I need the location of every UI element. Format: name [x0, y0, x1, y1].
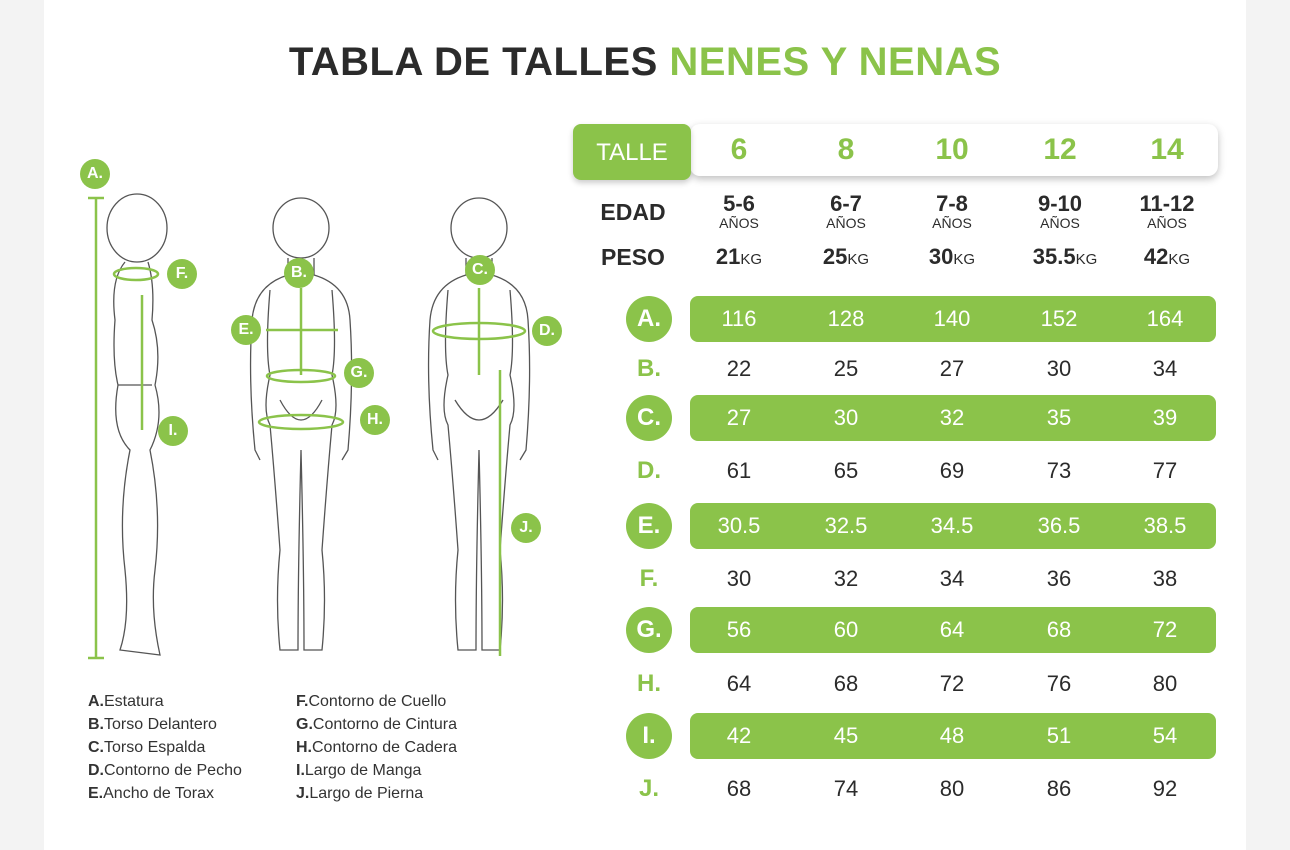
cell-i-14: 54	[1152, 723, 1178, 748]
age-col-5: 11-12 AÑOS	[1139, 191, 1195, 231]
cell-j-6: 68	[726, 776, 752, 801]
cell-a-8: 128	[827, 306, 865, 331]
cell-f-12: 36	[1046, 566, 1072, 591]
figure-mark-h: H.	[360, 405, 390, 435]
cell-a-12: 152	[1040, 306, 1078, 331]
row-label-a: A.	[626, 296, 672, 342]
cell-a-14: 164	[1146, 306, 1184, 331]
cell-c-12: 35	[1046, 405, 1072, 430]
cell-d-8: 65	[833, 458, 859, 483]
row-label-g: G.	[626, 607, 672, 653]
age-col-3: 7-8 AÑOS	[932, 191, 972, 231]
age-col-2: 6-7 AÑOS	[826, 191, 866, 231]
cell-h-8: 68	[833, 671, 859, 696]
cell-c-10: 32	[939, 405, 965, 430]
legend-item: J.Largo de Pierna	[296, 785, 424, 802]
row-label-c: C.	[626, 395, 672, 441]
row-label-j: J.	[638, 775, 659, 802]
figure-mark-i: I.	[158, 416, 188, 446]
cell-g-14: 72	[1152, 617, 1178, 642]
cell-g-12: 68	[1046, 617, 1072, 642]
cell-h-10: 72	[939, 671, 965, 696]
cell-e-12: 36.5	[1037, 513, 1081, 538]
cell-b-12: 30	[1046, 356, 1072, 381]
cell-b-6: 22	[726, 356, 752, 381]
age-col-1: 5-6 AÑOS	[719, 191, 759, 231]
row-label-d: D.	[637, 457, 661, 484]
figure-mark-a: A.	[80, 159, 110, 189]
figure-mark-b: B.	[284, 258, 314, 288]
cell-c-8: 30	[833, 405, 859, 430]
cell-f-8: 32	[833, 566, 859, 591]
cell-f-6: 30	[726, 566, 752, 591]
cell-h-12: 76	[1046, 671, 1072, 696]
row-label-e: E.	[626, 503, 672, 549]
cell-i-8: 45	[833, 723, 859, 748]
legend-item: D.Contorno de Pecho	[88, 762, 242, 779]
figure-mark-d: D.	[532, 316, 562, 346]
size-8: 8	[837, 133, 855, 166]
legend-item: H.Contorno de Cadera	[296, 739, 457, 756]
cell-b-10: 27	[939, 356, 965, 381]
cell-e-14: 38.5	[1143, 513, 1187, 538]
size-6: 6	[730, 133, 748, 166]
figure-mark-e: E.	[231, 315, 261, 345]
size-14: 14	[1150, 133, 1184, 166]
figure-mark-j: J.	[511, 513, 541, 543]
cell-i-12: 51	[1046, 723, 1072, 748]
cell-e-8: 32.5	[824, 513, 868, 538]
talle-label: TALLE	[573, 124, 691, 180]
legend-item: E.Ancho de Torax	[88, 785, 215, 802]
legend-item: G.Contorno de Cintura	[296, 716, 457, 733]
cell-d-12: 73	[1046, 458, 1072, 483]
size-10: 10	[935, 133, 969, 166]
legend-item: I.Largo de Manga	[296, 762, 422, 779]
cell-b-14: 34	[1152, 356, 1178, 381]
weight-col-2: 25KG	[822, 244, 870, 269]
cell-b-8: 25	[833, 356, 859, 381]
cell-d-6: 61	[726, 458, 752, 483]
weight-col-3: 30KG	[928, 244, 976, 269]
weight-col-5: 42KG	[1143, 244, 1191, 269]
legend-item: A.Estatura	[88, 693, 164, 710]
cell-a-6: 116	[721, 306, 757, 331]
cell-g-10: 64	[939, 617, 965, 642]
legend-item: F.Contorno de Cuello	[296, 693, 447, 710]
cell-e-10: 34.5	[930, 513, 974, 538]
weight-col-4: 35.5KG	[1032, 244, 1098, 269]
row-label-h: H.	[637, 670, 661, 697]
figure-mark-c: C.	[465, 255, 495, 285]
page-title	[0, 40, 1290, 85]
cell-g-6: 56	[726, 617, 752, 642]
size-12: 12	[1043, 133, 1077, 166]
cell-c-6: 27	[726, 405, 752, 430]
cell-e-6: 30.5	[717, 513, 761, 538]
row-label-i: I.	[626, 713, 672, 759]
cell-f-10: 34	[939, 566, 965, 591]
cell-j-14: 92	[1152, 776, 1178, 801]
cell-h-14: 80	[1152, 671, 1178, 696]
cell-i-10: 48	[939, 723, 965, 748]
legend-item: B.Torso Delantero	[88, 716, 217, 733]
cell-a-10: 140	[933, 306, 971, 331]
title-part-2: NENES Y NENAS	[669, 40, 1002, 84]
age-col-4: 9-10 AÑOS	[1037, 191, 1083, 231]
cell-i-6: 42	[726, 723, 752, 748]
legend-left	[88, 690, 242, 805]
cell-j-12: 86	[1046, 776, 1072, 801]
cell-d-10: 69	[939, 458, 965, 483]
cell-j-8: 74	[833, 776, 859, 801]
weight-col-1: 21KG	[715, 244, 763, 269]
title-part-1: TABLA DE TALLES	[288, 40, 658, 84]
legend-item: C.Torso Espalda	[88, 739, 206, 756]
row-label-b: B.	[637, 355, 661, 382]
row-label-f: F.	[639, 565, 659, 592]
legend-right	[296, 690, 457, 805]
cell-c-14: 39	[1152, 405, 1178, 430]
cell-j-10: 80	[939, 776, 965, 801]
figure-mark-f: F.	[167, 259, 197, 289]
edad-label: EDAD	[600, 199, 666, 225]
cell-f-14: 38	[1152, 566, 1178, 591]
peso-label: PESO	[601, 244, 665, 270]
cell-h-6: 64	[726, 671, 752, 696]
figure-mark-g: G.	[344, 358, 374, 388]
cell-g-8: 60	[833, 617, 859, 642]
cell-d-14: 77	[1152, 458, 1178, 483]
